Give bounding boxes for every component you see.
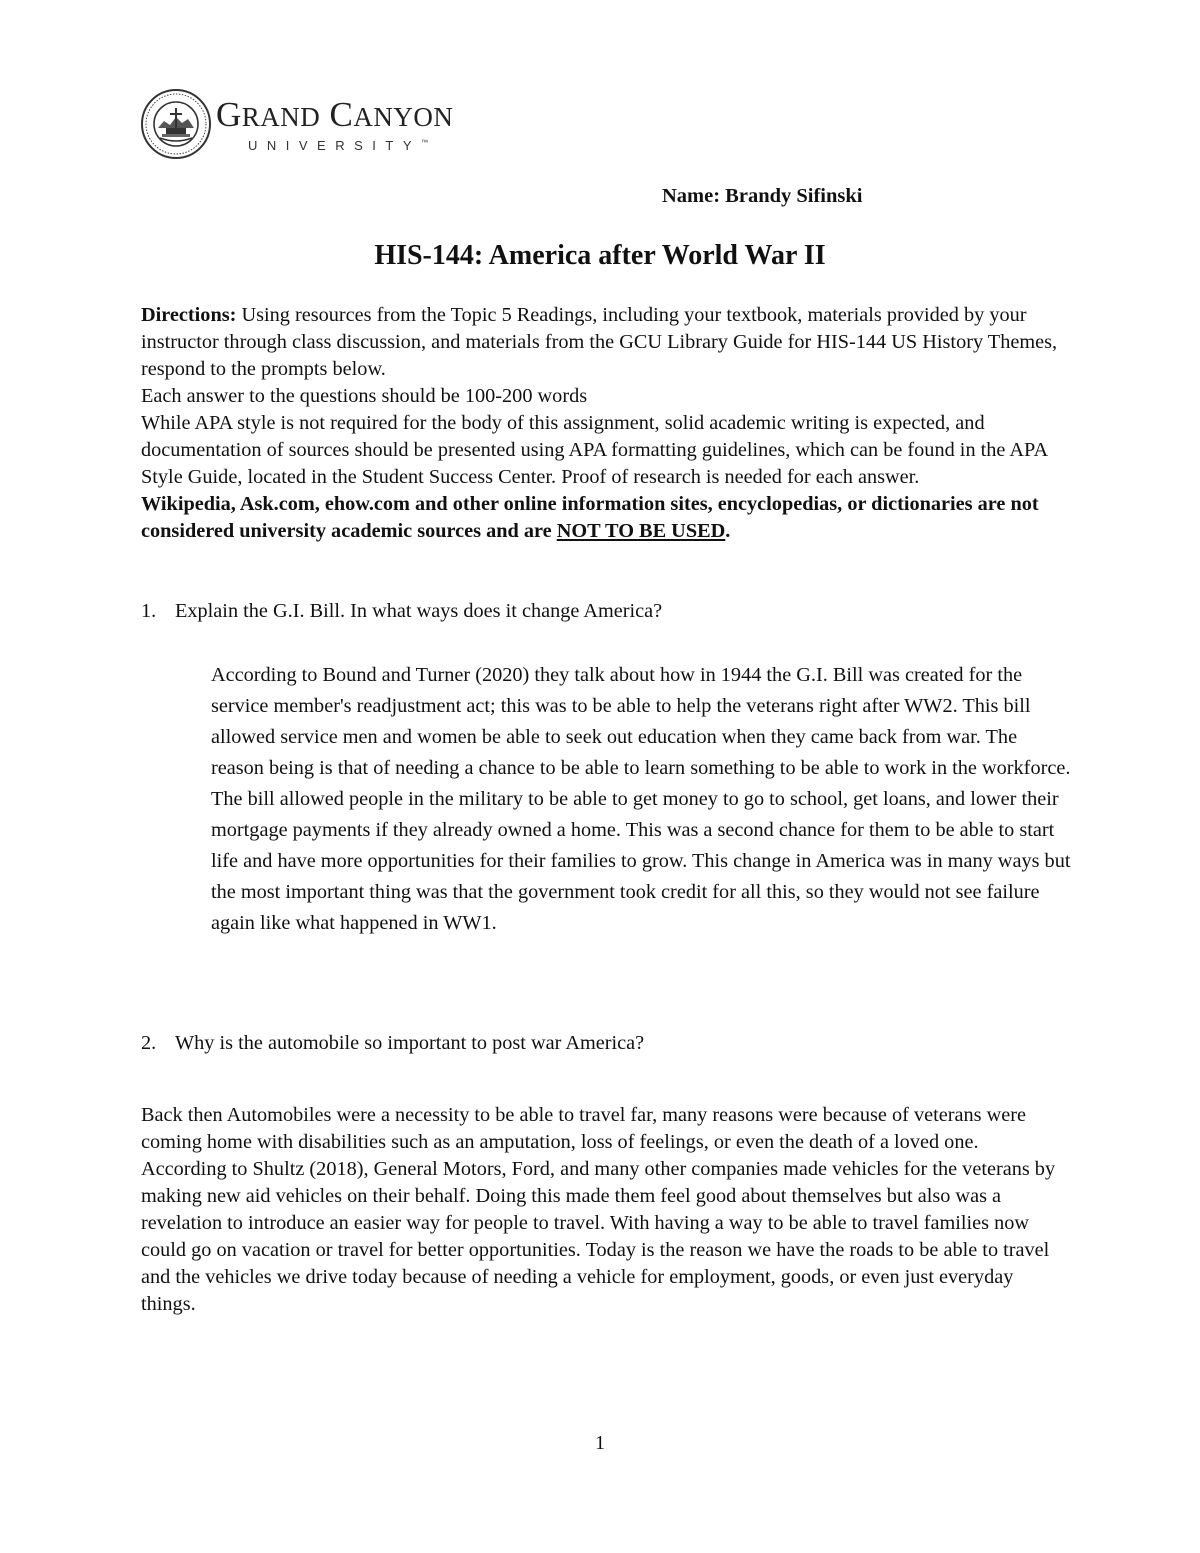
question-text: Explain the G.I. Bill. In what ways does it change America? (175, 600, 663, 622)
directions-paragraph (141, 302, 1061, 383)
page-title: HIS-144: America after World War II (374, 240, 826, 271)
directions-text: Using resources from the Topic 5 Readings, including your textbook, materials provided by your instructor through class discussion, and materials from the GCU Library Guide for HIS-144 US History Themes, respond to the prompts below. (141, 304, 1058, 380)
answer-1: According to Bound and Turner (2020) they talk about how in 1944 the G.I. Bill was created for the service member's readjustment act; this was to be able to help the veterans right after WW2. This bill allowed service men and women be able to seek out education when they came back from war. The reason being is that of needing a chance to be able to learn something to be able to work in the workforce. The bill allowed people in the military to be able to get money to go to school, get loans, and lower their mortgage payments if they already owned a home. This was a second chance for them to be able to start life and have more opportunities for their families to grow. This change in America was in many ways but the most important thing was that the government took credit for all this, so they would not see failure again like what happened in WW1. (211, 664, 1071, 934)
question-text: Why is the automobile so important to post war America? (175, 1032, 645, 1054)
directions-label: Directions: (141, 304, 237, 326)
answer-2: Back then Automobiles were a necessity to be able to travel far, many reasons were because of veterans were coming home with disabilities such as an amputation, loss of feelings, or even the death of a loved one. According to Shultz (2018), General Motors, Ford, and many other companies made vehicles for the veterans by making new aid vehicles on their behalf. Doing this made them feel good about themselves but also was a revelation to introduce an easier way for people to travel. With having a way to be able to travel families now could go on vacation or travel for better opportunities. Today is the reason we have the roads to be able to travel and the vehicles we drive today because of needing a vehicle for employment, goods, or even just everyday things. (141, 1104, 1056, 1315)
question-2 (141, 1030, 644, 1057)
word-count-requirement: Each answer to the questions should be 100-200 words (141, 385, 588, 407)
directions-block (141, 302, 1061, 545)
page-number: 1 (595, 1432, 605, 1454)
not-to-be-used: NOT TO BE USED (556, 520, 726, 542)
student-name: Name: Brandy Sifinski (662, 185, 863, 207)
wordmark-line-1: GRAND CANYON (216, 95, 454, 134)
apa-requirement: While APA style is not required for the body of this assignment, solid academic writing is expected, and documentation of sources should be presented using APA formatting guidelines, which can be found in the APA Style Guide, located in the Student Success Center. Proof of research is needed for each answer. (141, 412, 1047, 488)
question-number: 1. (141, 600, 157, 622)
university-seal-icon (140, 88, 212, 160)
question-number: 2. (141, 1032, 157, 1054)
university-logo (140, 88, 453, 160)
sources-warning: Wikipedia, Ask.com, ehow.com and other online information sites, encyclopedias, or dictionaries are not considered university academic sources and are NOT TO BE USED. (141, 493, 1039, 542)
question-1 (141, 598, 662, 625)
wordmark-line-2: UNIVERSITY™ (248, 138, 429, 153)
university-wordmark (216, 97, 453, 153)
